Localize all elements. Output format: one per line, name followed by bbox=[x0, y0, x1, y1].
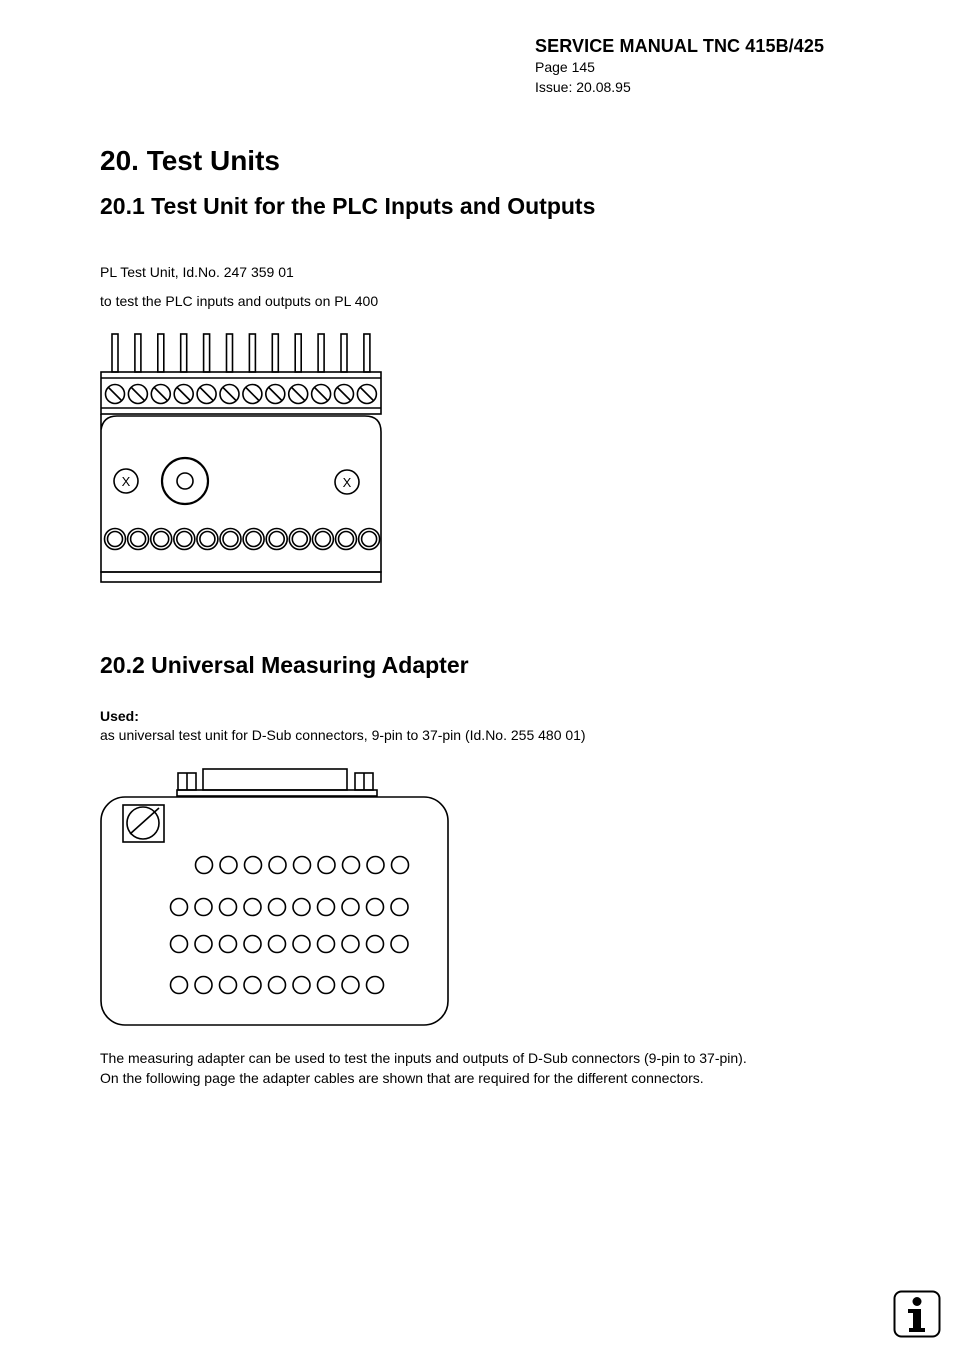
led-socket-inner bbox=[315, 532, 330, 547]
screw-slot bbox=[131, 388, 144, 401]
test-socket bbox=[244, 899, 261, 916]
selector-switch bbox=[123, 805, 164, 842]
test-socket bbox=[342, 977, 359, 994]
section-title: 20. Test Units bbox=[100, 145, 280, 176]
used-label: Used: bbox=[100, 708, 139, 724]
terminal-pin bbox=[272, 334, 278, 372]
pl-test-unit-diagram bbox=[95, 328, 390, 590]
led-socket-inner bbox=[339, 532, 354, 547]
led-socket-inner bbox=[246, 532, 261, 547]
test-socket bbox=[269, 936, 286, 953]
subsection-1-title: 20.1 Test Unit for the PLC Inputs and Outputs bbox=[100, 193, 596, 219]
test-socket bbox=[220, 977, 237, 994]
connector-flange bbox=[177, 790, 377, 796]
test-socket bbox=[367, 857, 384, 874]
test-socket bbox=[293, 977, 310, 994]
test-socket bbox=[269, 899, 286, 916]
connector-shell bbox=[203, 769, 347, 790]
test-socket bbox=[391, 899, 408, 916]
subsection-2-title: 20.2 Universal Measuring Adapter bbox=[100, 652, 469, 678]
measuring-adapter-diagram bbox=[95, 764, 455, 1032]
info-icon bbox=[893, 1290, 941, 1338]
test-socket bbox=[171, 936, 188, 953]
test-socket bbox=[195, 936, 212, 953]
test-socket bbox=[294, 857, 311, 874]
test-socket bbox=[318, 857, 335, 874]
test-socket bbox=[367, 936, 384, 953]
led-socket-inner bbox=[223, 532, 238, 547]
test-socket bbox=[342, 936, 359, 953]
led-socket-inner bbox=[177, 532, 192, 547]
test-socket bbox=[245, 857, 262, 874]
marker-left-label: X bbox=[121, 474, 131, 489]
led-socket-inner bbox=[154, 532, 169, 547]
screw-slot bbox=[223, 388, 236, 401]
terminal-pin bbox=[204, 334, 210, 372]
test-socket bbox=[293, 899, 310, 916]
terminal-pin bbox=[227, 334, 233, 372]
screw-slot bbox=[315, 388, 328, 401]
test-unit-id: PL Test Unit, Id.No. 247 359 01 bbox=[100, 264, 294, 280]
test-socket bbox=[220, 899, 237, 916]
led-socket-inner bbox=[362, 532, 377, 547]
test-socket bbox=[269, 857, 286, 874]
screw-slot bbox=[338, 388, 351, 401]
terminal-pin bbox=[181, 334, 187, 372]
manual-title: SERVICE MANUAL TNC 415B/425 bbox=[535, 36, 825, 56]
led-socket-inner bbox=[292, 532, 307, 547]
test-socket bbox=[171, 899, 188, 916]
led-socket-inner bbox=[200, 532, 215, 547]
unit-base bbox=[101, 572, 381, 582]
test-socket bbox=[343, 857, 360, 874]
test-socket bbox=[318, 936, 335, 953]
test-socket bbox=[244, 977, 261, 994]
potentiometer-outer bbox=[162, 458, 208, 504]
test-socket bbox=[318, 899, 335, 916]
description-line-2: On the following page the adapter cables are shown that are required for the different connectors. bbox=[100, 1070, 704, 1086]
terminal-pin bbox=[364, 334, 370, 372]
terminal-pin bbox=[249, 334, 255, 372]
potentiometer-knob bbox=[177, 473, 193, 489]
page-number: Page 145 bbox=[535, 59, 595, 75]
test-socket bbox=[244, 936, 261, 953]
test-socket bbox=[293, 936, 310, 953]
screw-slot bbox=[292, 388, 305, 401]
screw-slot bbox=[360, 388, 373, 401]
terminal-pin bbox=[341, 334, 347, 372]
used-description: as universal test unit for D-Sub connectors, 9-pin to 37-pin (Id.No. 255 480 01) bbox=[100, 727, 586, 743]
test-socket bbox=[269, 977, 286, 994]
test-socket bbox=[195, 977, 212, 994]
test-socket bbox=[392, 857, 409, 874]
page-header bbox=[535, 36, 824, 97]
terminal-pin bbox=[318, 334, 324, 372]
test-unit-purpose: to test the PLC inputs and outputs on PL 400 bbox=[100, 293, 379, 309]
test-socket bbox=[196, 857, 213, 874]
test-socket bbox=[342, 899, 359, 916]
led-socket-inner bbox=[108, 532, 123, 547]
screw-slot bbox=[246, 388, 259, 401]
test-socket bbox=[171, 977, 188, 994]
terminal-pin bbox=[112, 334, 118, 372]
issue-date: Issue: 20.08.95 bbox=[535, 79, 631, 95]
led-socket-inner bbox=[131, 532, 146, 547]
screw-slot bbox=[154, 388, 167, 401]
test-socket bbox=[318, 977, 335, 994]
marker-right-label: X bbox=[342, 475, 352, 490]
screw-slot bbox=[200, 388, 213, 401]
test-socket bbox=[367, 977, 384, 994]
test-socket bbox=[195, 899, 212, 916]
screw-slot bbox=[177, 388, 190, 401]
screw-slot bbox=[109, 388, 122, 401]
adapter-body bbox=[101, 797, 448, 1025]
test-socket bbox=[220, 857, 237, 874]
terminal-pin bbox=[295, 334, 301, 372]
test-socket bbox=[367, 899, 384, 916]
screw-slot bbox=[269, 388, 282, 401]
terminal-pin bbox=[158, 334, 164, 372]
test-socket bbox=[391, 936, 408, 953]
test-socket bbox=[220, 936, 237, 953]
description-line-1: The measuring adapter can be used to test the inputs and outputs of D-Sub connectors (9-pin to 37-pin). bbox=[100, 1050, 747, 1066]
terminal-pin bbox=[135, 334, 141, 372]
led-socket-inner bbox=[269, 532, 284, 547]
